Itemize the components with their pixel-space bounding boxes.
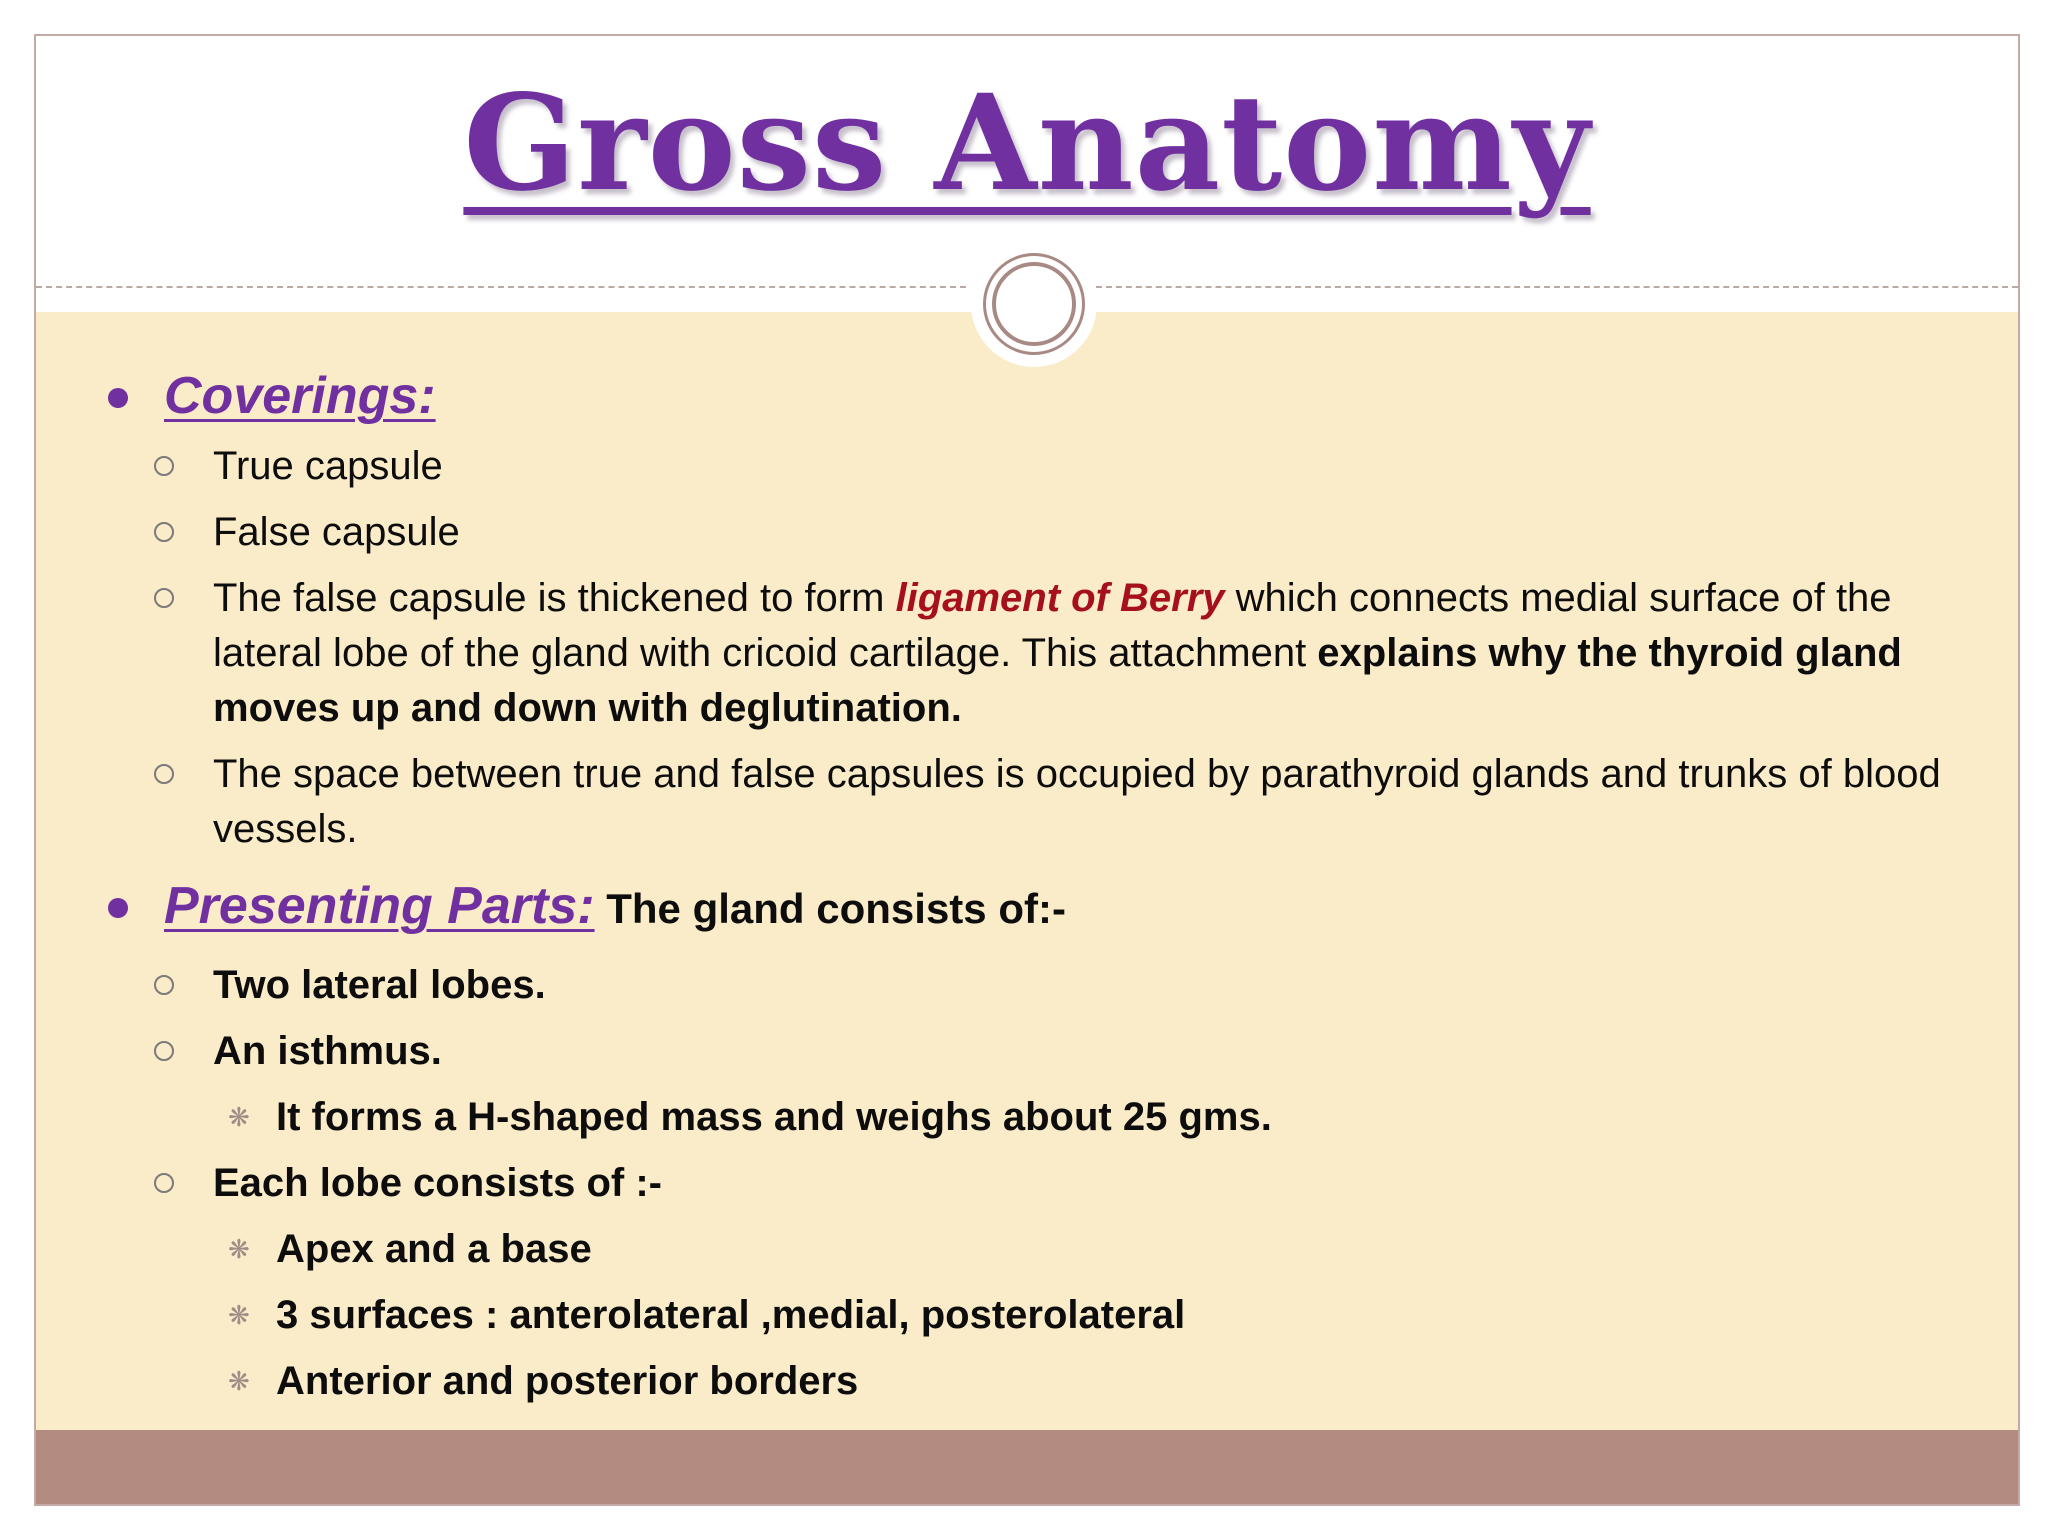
bullet-circle-icon (154, 764, 174, 784)
ring-ornament-inner (992, 262, 1076, 346)
bullet-cross-icon: ❋ (228, 1102, 250, 1132)
list-item-each-lobe: Each lobe consists of :- (213, 1161, 662, 1205)
list-item-apex-base: Apex and a base (276, 1227, 592, 1271)
bullet-cross-icon: ❋ (228, 1234, 250, 1264)
divider-left (36, 286, 966, 288)
list-item-isthmus: An isthmus. (213, 1029, 442, 1073)
list-item-true-capsule: True capsule (213, 444, 443, 488)
list-item-capsule-space: The space between true and false capsules is occupied by parathyroid glands and trunks of blood vessels. (213, 752, 1941, 851)
bullet-dot-icon (108, 898, 128, 918)
bullet-circle-icon (154, 588, 174, 608)
bullet-circle-icon (154, 522, 174, 542)
ligament-of-berry-highlight: ligament of Berry (895, 576, 1225, 620)
list-item-false-capsule: False capsule (213, 510, 460, 554)
list-item-surfaces: 3 surfaces : anterolateral ,medial, posterolateral (276, 1293, 1186, 1337)
bullet-circle-icon (154, 456, 174, 476)
list-item-isthmus-detail: It forms a H-shaped mass and weighs about 25 gms. (276, 1095, 1272, 1139)
presenting-parts-heading: Presenting Parts: The gland consists of:- (164, 877, 1066, 935)
slide (34, 34, 2020, 1506)
list-item-lateral-lobes: Two lateral lobes. (213, 963, 546, 1007)
coverings-heading: Coverings: (164, 367, 436, 425)
bullet-cross-icon: ❋ (228, 1366, 250, 1396)
divider-right (1096, 286, 2018, 288)
bullet-dot-icon (108, 388, 128, 408)
bullet-circle-icon (154, 1173, 174, 1193)
bullet-circle-icon (154, 975, 174, 995)
bullet-circle-icon (154, 1041, 174, 1061)
list-item-borders: Anterior and posterior borders (276, 1359, 859, 1403)
slide-title: Gross Anatomy (463, 66, 1591, 221)
list-item-ligament-of-berry: The false capsule is thickened to form ligament of Berry which connects medial surface of the lateral lobe of the gland with cricoid cartilage. This attachment explains why the thyroid gland moves up and down with deglutination. (213, 576, 1902, 730)
footer-band (36, 1430, 2018, 1504)
bullet-cross-icon: ❋ (228, 1300, 250, 1330)
